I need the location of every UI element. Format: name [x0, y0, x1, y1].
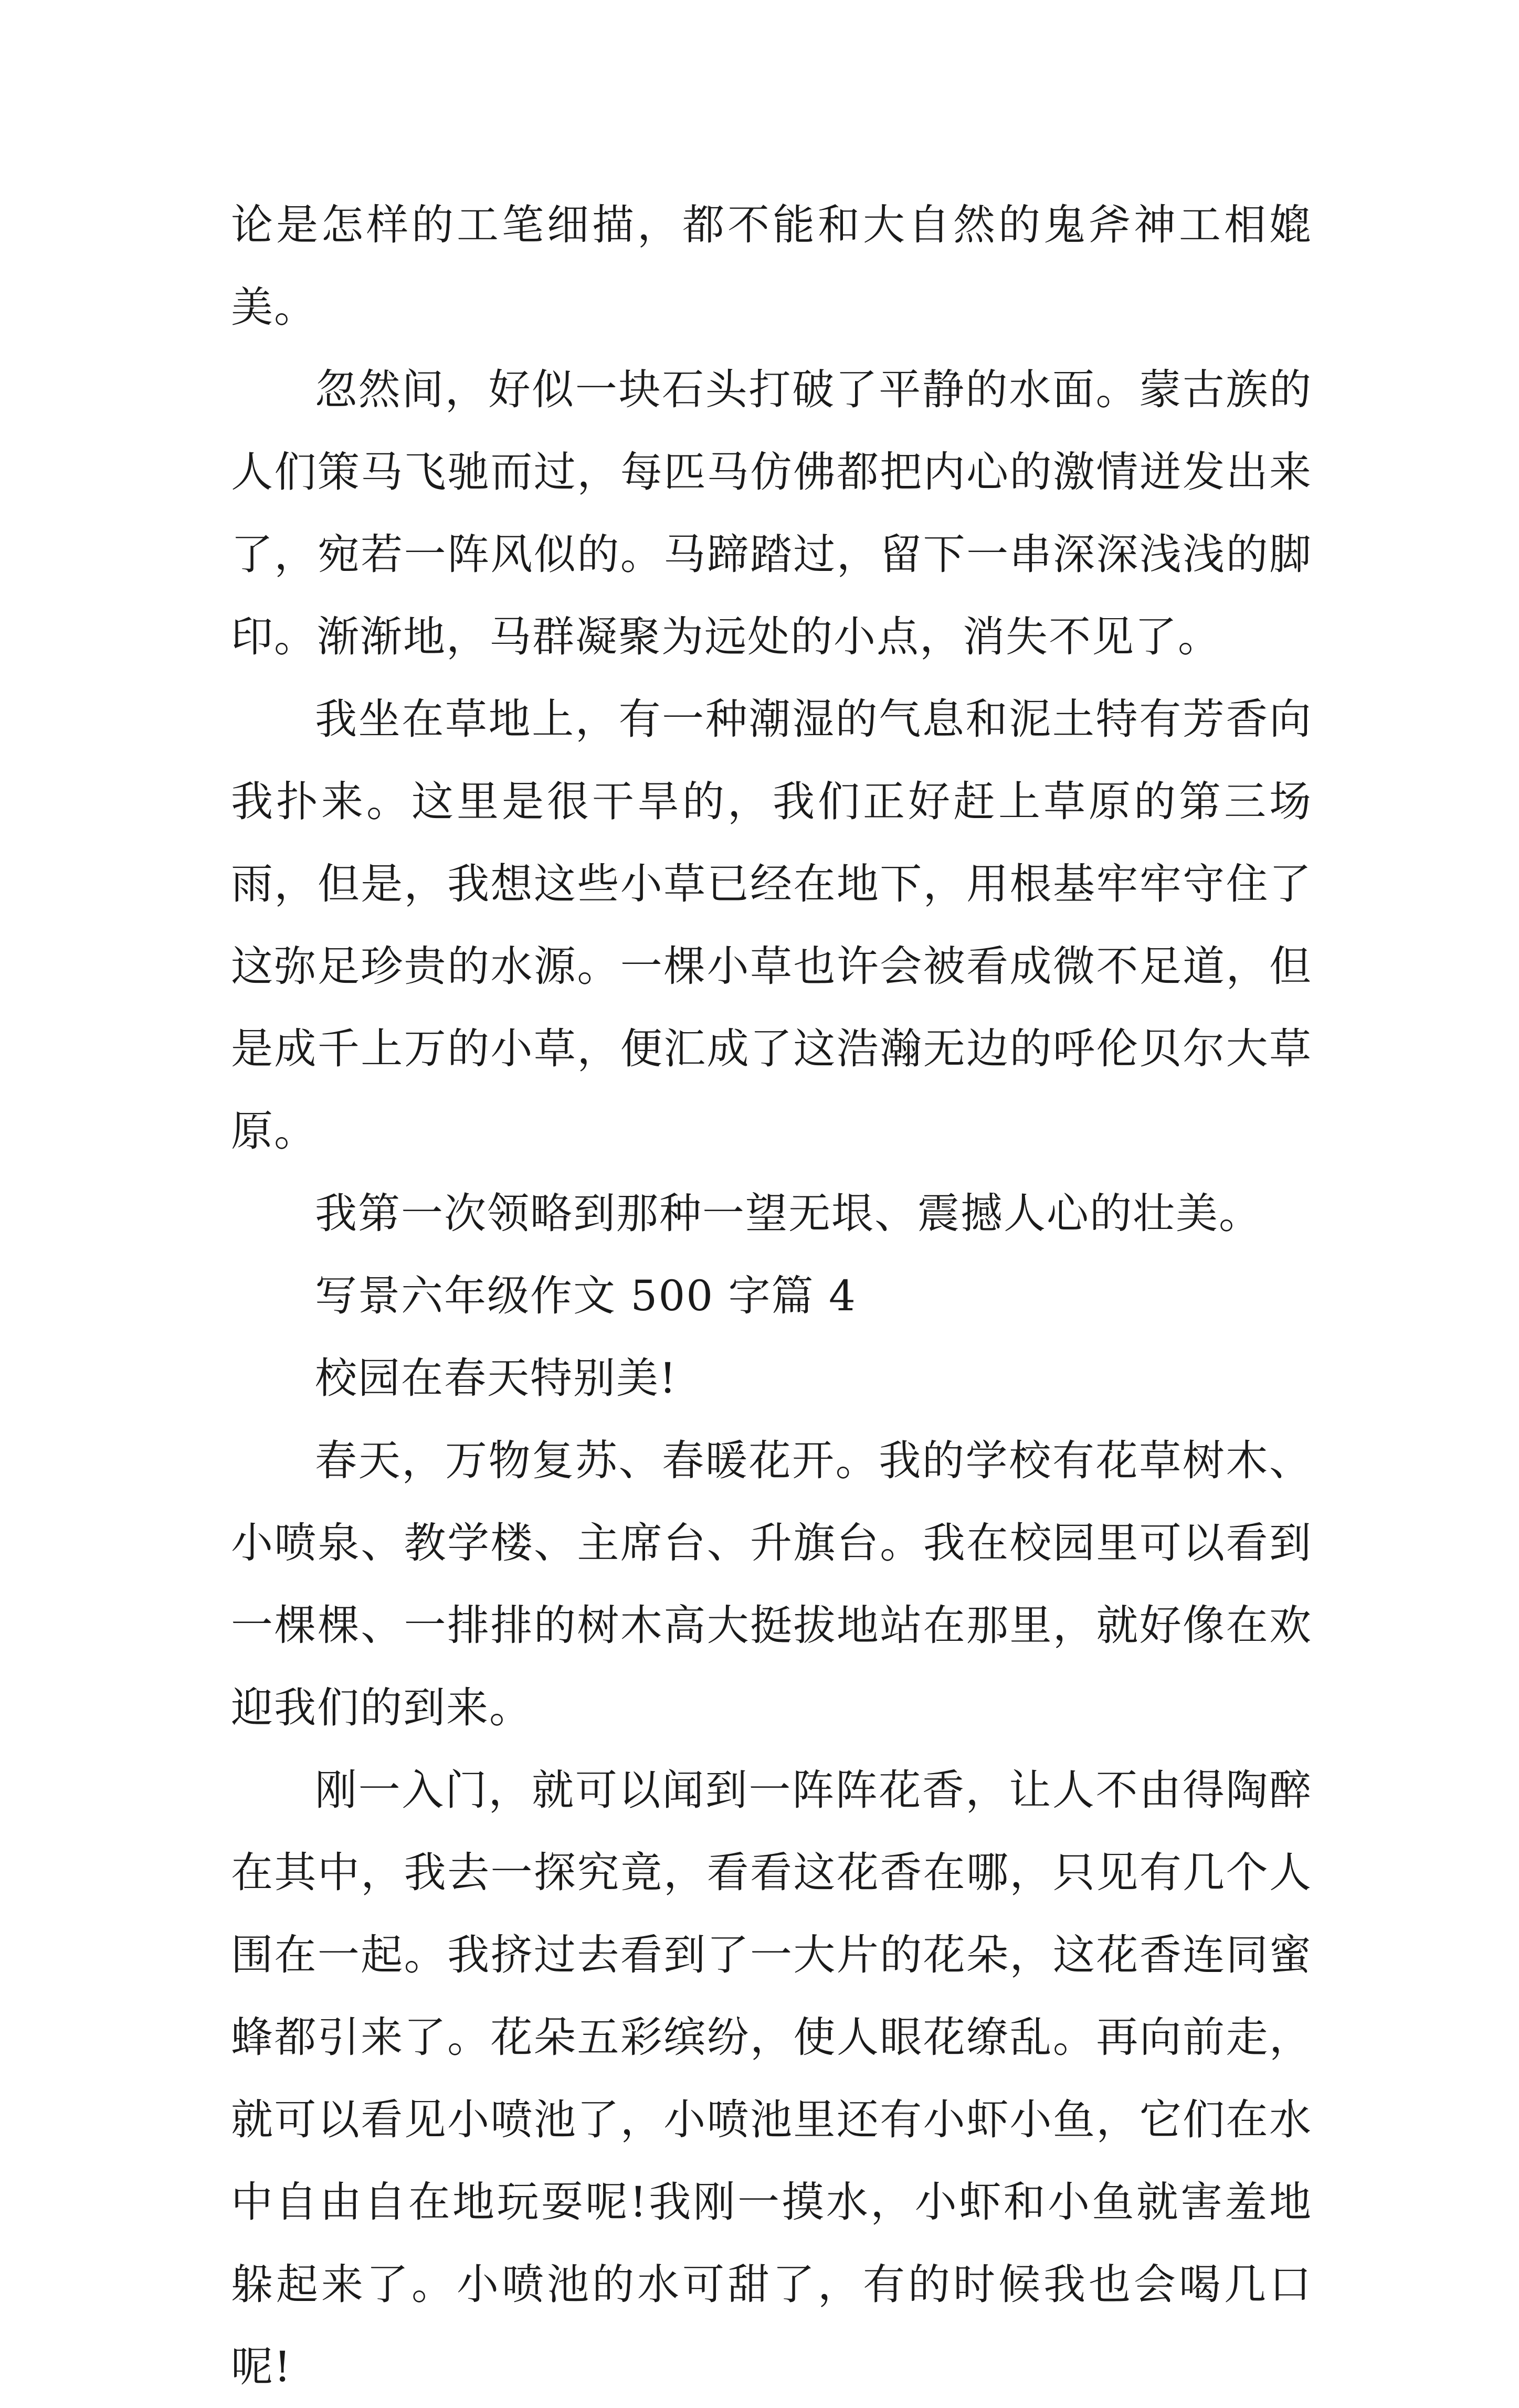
paragraph-6: 校园在春天特别美!: [315, 1354, 678, 1403]
paragraph-2: 忽然间，好似一块石头打破了平静的水面。蒙古族的人们策马飞驰而过，每匹马仿佛都把内心的激情迸发出来了，宛若一阵风似的。马蹄踏过，留下一串深深浅浅的脚印。渐渐地，马群凝聚为远处的小点，消失不见了。: [231, 365, 1312, 661]
paragraph-3: 我坐在草地上，有一种潮湿的气息和泥土特有芳香向我扑来。这里是很干旱的，我们正好赶上草原的第三场雨，但是，我想这些小草已经在地下，用根基牢牢守住了这弥足珍贵的水源。一棵小草也许会被看成微不足道，但是成千上万的小草，便汇成了这浩瀚无边的呼伦贝尔大草原。: [231, 695, 1312, 1155]
document-body: [231, 184, 1312, 2408]
paragraph-1: 论是怎样的工笔细描，都不能和大自然的鬼斧神工相媲美。: [231, 200, 1312, 332]
paragraph-4: 我第一次领略到那种一望无垠、震撼人心的壮美。: [315, 1189, 1262, 1238]
paragraph-7: 春天，万物复苏、春暖花开。我的学校有花草树木、小喷泉、教学楼、主席台、升旗台。我在校园里可以看到一棵棵、一排排的树木高大挺拔地站在那里，就好像在欢迎我们的到来。: [231, 1436, 1312, 1732]
paragraph-8: 刚一入门，就可以闻到一阵阵花香，让人不由得陶醉在其中，我去一探究竟，看看这花香在哪，只见有几个人围在一起。我挤过去看到了一大片的花朵，这花香连同蜜蜂都引来了。花朵五彩缤纷，使人眼花缭乱。再向前走，就可以看见小喷池了，小喷池里还有小虾小鱼，它们在水中自由自在地玩耍呢!我刚一摸水，小虾和小鱼就害羞地躲起来了。小喷池的水可甜了，有的时候我也会喝几口呢!: [231, 1766, 1312, 2391]
section-heading: 写景六年级作文 500 字篇 4: [315, 1271, 857, 1320]
